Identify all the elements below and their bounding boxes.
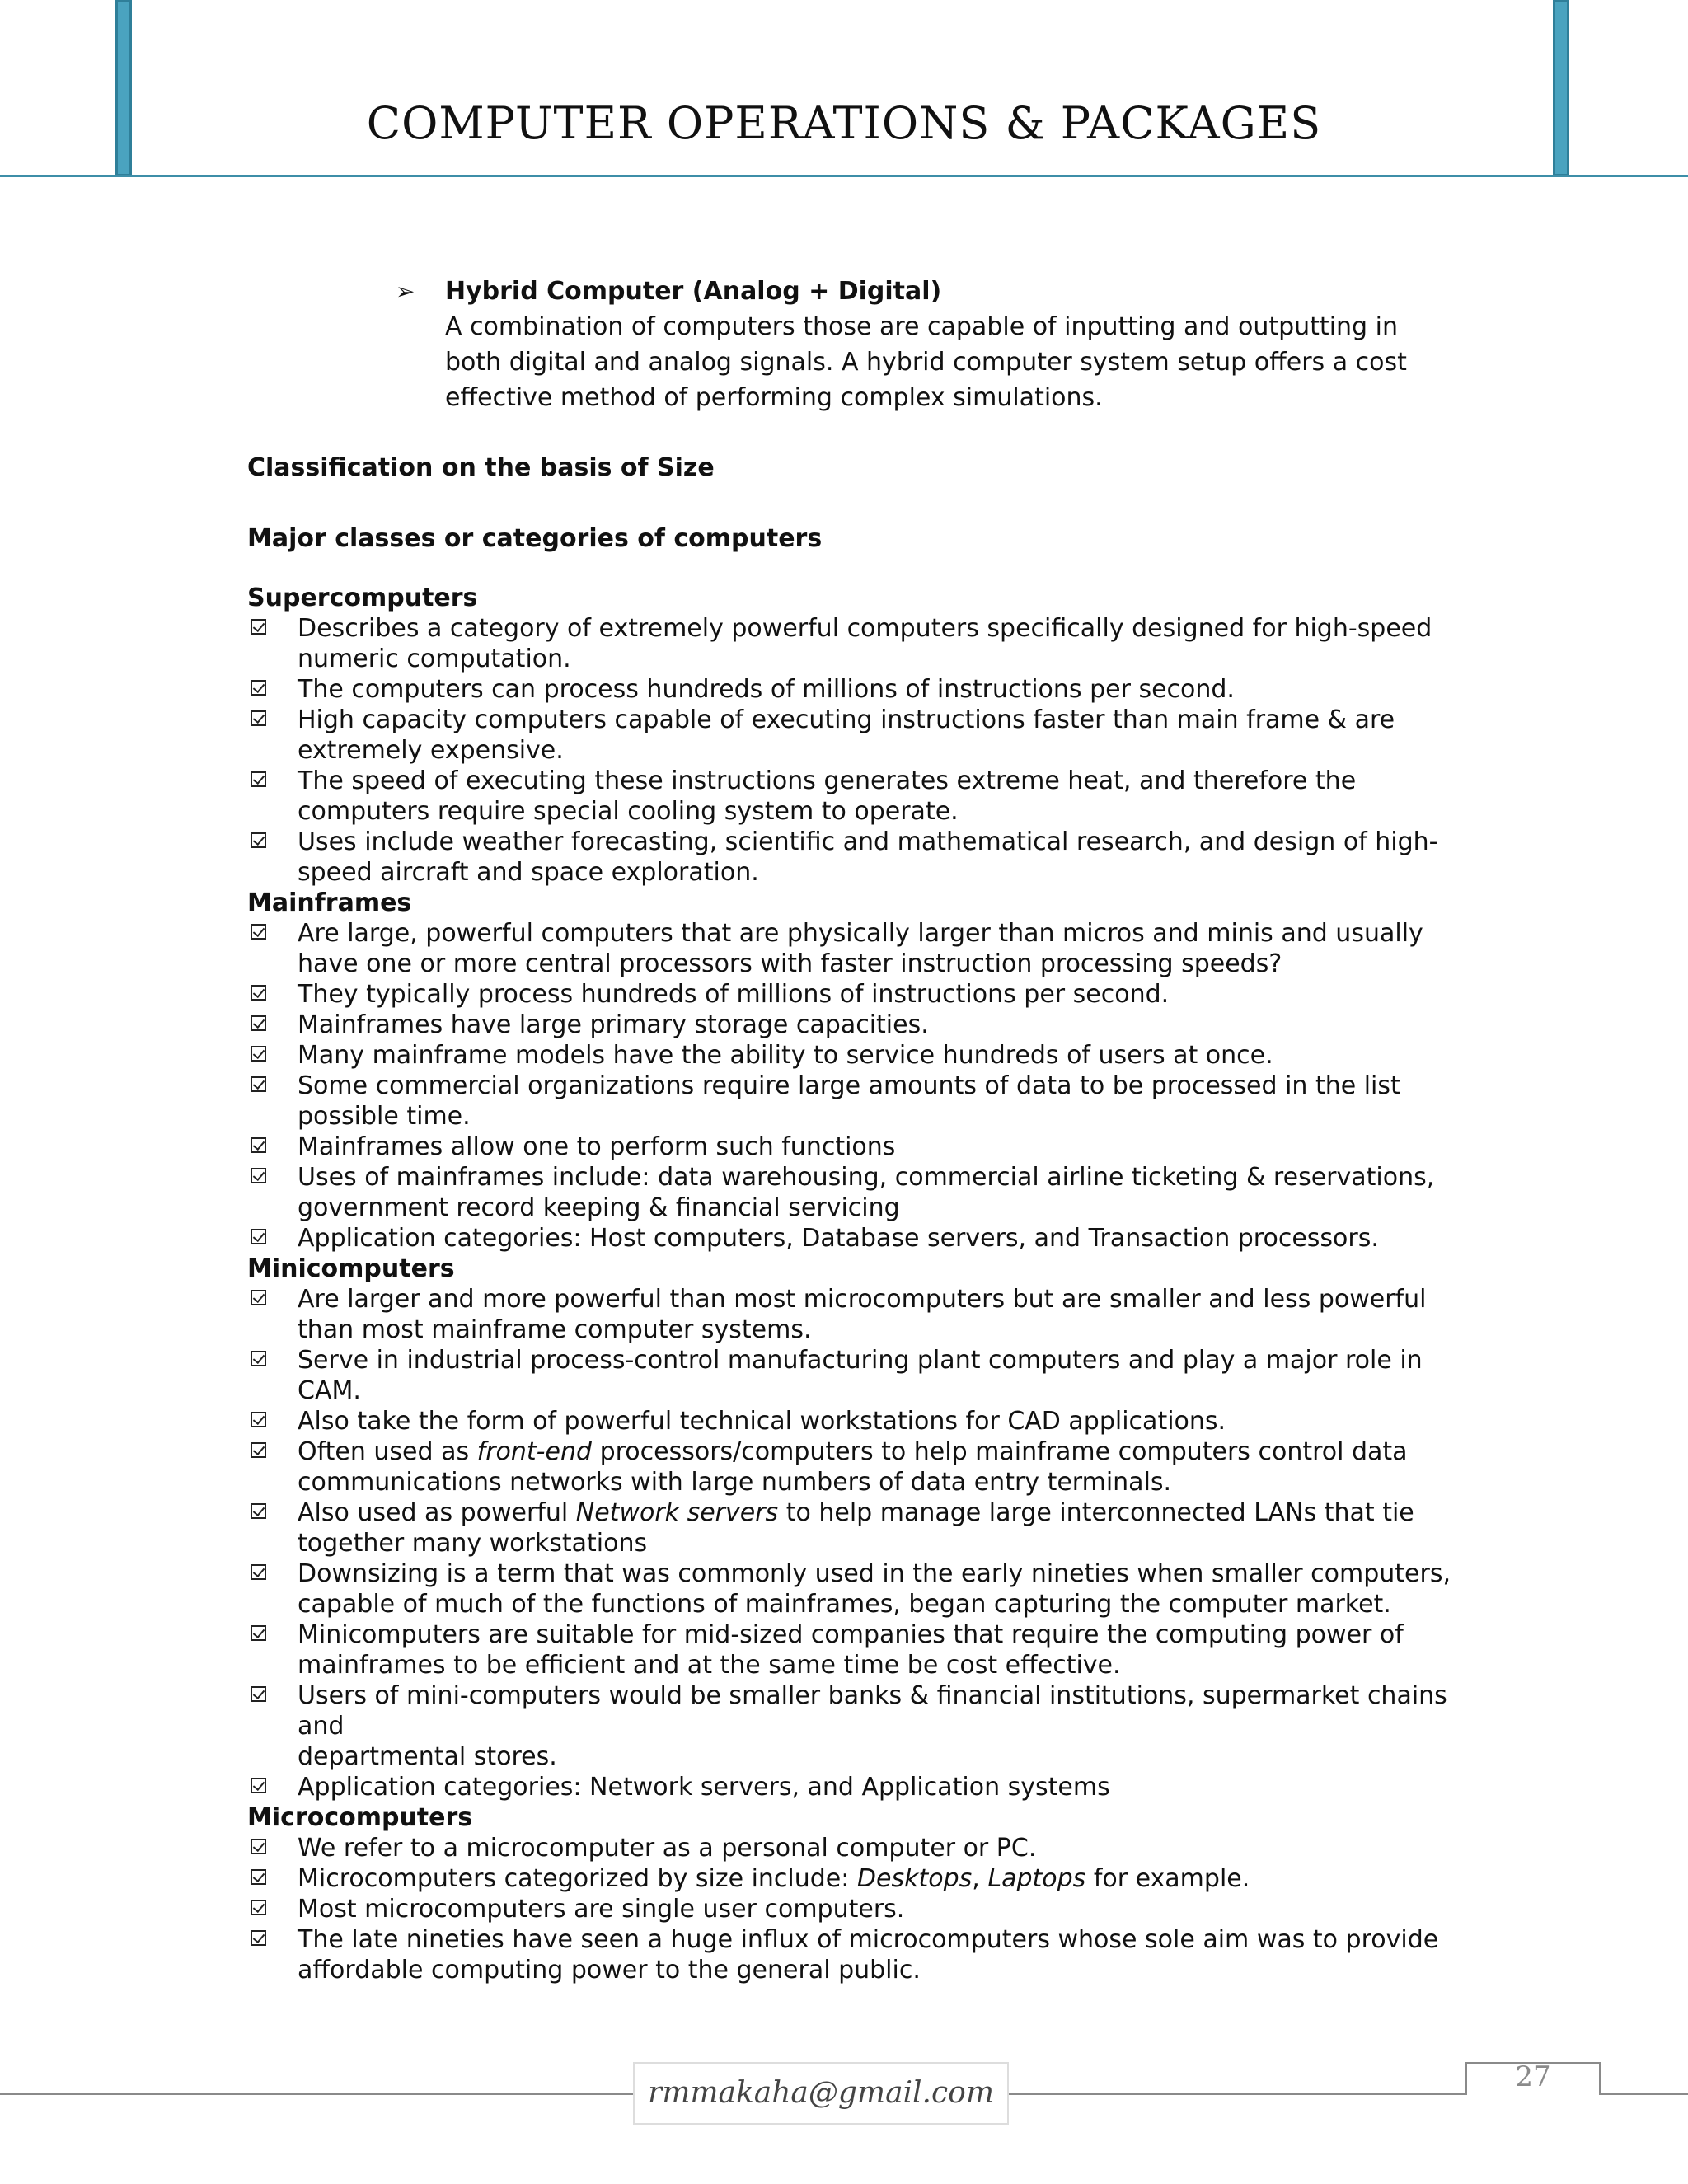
list-item: [247, 1680, 1451, 1772]
list-item: [247, 1223, 1451, 1254]
checkbox-icon: [251, 1046, 266, 1062]
list-item-line: Application categories: Host computers, Database servers, and Transaction processors.: [298, 1224, 1379, 1253]
list-item-line: have one or more central processors with faster instruction processing speeds?: [298, 949, 1282, 978]
list-item-line: The late nineties have seen a huge influx of microcomputers whose sole aim was to provide: [298, 1925, 1439, 1954]
checkbox-icon: [251, 1564, 266, 1580]
list-item-line: Many mainframe models have the ability to service hundreds of users at once.: [298, 1041, 1273, 1070]
checkbox-icon: [251, 619, 266, 635]
hybrid-title: Hybrid Computer (Analog + Digital): [445, 277, 942, 306]
list-item: [247, 1162, 1451, 1223]
checkbox-icon: [251, 1625, 266, 1641]
list-item: [247, 1284, 1451, 1345]
footer-rule-middle: [1009, 2093, 1465, 2095]
list-item: [247, 1406, 1451, 1436]
checkbox-icon: [251, 1686, 266, 1702]
list-item-line: Most microcomputers are single user computers.: [298, 1895, 905, 1924]
checkbox-icon: [251, 1076, 266, 1092]
list-item-line: They typically process hundreds of millions of instructions per second.: [298, 980, 1170, 1009]
list-item-line: Serve in industrial process-control manufacturing plant computers and play a major role in: [298, 1346, 1423, 1375]
list-item: [247, 1894, 1451, 1924]
list-item-line: together many workstations: [298, 1529, 648, 1558]
footer-rule-right: [1601, 2093, 1688, 2095]
list-item: [247, 1040, 1451, 1071]
list-item: [247, 1772, 1451, 1802]
checkbox-icon: [251, 1015, 266, 1031]
list-item-line: communications networks with large numbers of data entry terminals.: [298, 1468, 1172, 1497]
checkbox-icon: [251, 1442, 266, 1458]
hybrid-computer-block: [396, 274, 1434, 415]
list-item-line: capable of much of the functions of mainframes, began capturing the computer market.: [298, 1590, 1391, 1619]
list-item-line: High capacity computers capable of executing instructions faster than main frame & are: [298, 705, 1395, 734]
arrow-bullet-icon: ➢: [396, 278, 415, 305]
list-item: [247, 1436, 1451, 1497]
list-item-line: Microcomputers categorized by size include: Desktops, Laptops for example.: [298, 1864, 1250, 1893]
list-item-line: Minicomputers are suitable for mid-sized companies that require the computing power of: [298, 1620, 1404, 1649]
list-item: [247, 918, 1451, 979]
checkbox-icon: [251, 1839, 266, 1854]
list-item: [247, 827, 1451, 888]
hybrid-line: effective method of performing complex simulations.: [445, 383, 1103, 412]
list-item-line: The speed of executing these instructions generates extreme heat, and therefore the: [298, 766, 1357, 795]
list-item-line: possible time.: [298, 1102, 471, 1131]
list-item: [247, 1619, 1451, 1680]
section-heading: Microcomputers: [247, 1803, 473, 1832]
list-item-line: numeric computation.: [298, 644, 571, 673]
page-header-title: COMPUTER OPERATIONS & PACKAGES: [366, 97, 1322, 149]
list-item-line: Users of mini-computers would be smaller banks & financial institutions, supermarket chains and: [298, 1681, 1447, 1741]
checkbox-icon: [251, 1503, 266, 1519]
checkbox-icon: [251, 1137, 266, 1153]
computer-classes-list: [247, 583, 1451, 1985]
checkbox-icon: [251, 1290, 266, 1305]
list-item-line: Are larger and more powerful than most microcomputers but are smaller and less powerful: [298, 1285, 1427, 1314]
checkbox-icon: [251, 1351, 266, 1366]
checkbox-icon: [251, 710, 266, 726]
checkbox-icon: [251, 1930, 266, 1946]
list-item-line: Some commercial organizations require large amounts of data to be processed in the list: [298, 1071, 1400, 1100]
list-item: [247, 705, 1451, 766]
list-item-line: mainframes to be efficient and at the same time be cost effective.: [298, 1651, 1121, 1680]
list-item: [247, 1071, 1451, 1132]
list-item-line: extremely expensive.: [298, 736, 564, 765]
classification-heading: Classification on the basis of Size: [247, 453, 715, 482]
list-item-line: Describes a category of extremely powerful computers specifically designed for high-speed: [298, 614, 1432, 643]
list-item-line: affordable computing power to the general public.: [298, 1956, 921, 1985]
list-item: [247, 1924, 1451, 1985]
list-item-line: Downsizing is a term that was commonly used in the early nineties when smaller computers,: [298, 1559, 1451, 1588]
list-item-line: speed aircraft and space exploration.: [298, 858, 759, 887]
checkbox-icon: [251, 1412, 266, 1427]
checkbox-icon: [251, 1778, 266, 1793]
page-number: 27: [1465, 2062, 1601, 2095]
checkbox-icon: [251, 1229, 266, 1244]
list-item: [247, 979, 1451, 1010]
section-heading: Minicomputers: [247, 1254, 455, 1283]
list-item-line: government record keeping & financial servicing: [298, 1193, 900, 1222]
footer-rule-left: [0, 2093, 633, 2095]
checkbox-icon: [251, 832, 266, 848]
checkbox-icon: [251, 1168, 266, 1183]
checkbox-icon: [251, 985, 266, 1001]
hybrid-line: A combination of computers those are capable of inputting and outputting in: [445, 312, 1398, 341]
checkbox-icon: [251, 1869, 266, 1885]
section-heading: Supercomputers: [247, 583, 478, 612]
list-item-line: Uses of mainframes include: data warehousing, commercial airline ticketing & reservations,: [298, 1163, 1435, 1192]
list-item-line: Also used as powerful Network servers to help manage large interconnected LANs that tie: [298, 1498, 1414, 1527]
list-item-line: CAM.: [298, 1376, 361, 1405]
list-item: [247, 1132, 1451, 1162]
list-item: [247, 1345, 1451, 1406]
checkbox-icon: [251, 771, 266, 787]
list-item-line: departmental stores.: [298, 1742, 557, 1771]
list-item: [247, 1863, 1451, 1894]
list-item-line: Often used as front-end processors/computers to help mainframe computers control data: [298, 1437, 1408, 1466]
list-item: [247, 1558, 1451, 1619]
list-item: [247, 1497, 1451, 1558]
list-item-line: Also take the form of powerful technical workstations for CAD applications.: [298, 1407, 1226, 1436]
list-item: [247, 674, 1451, 705]
list-item-line: Application categories: Network servers, and Application systems: [298, 1773, 1110, 1802]
hybrid-line: both digital and analog signals. A hybrid computer system setup offers a cost: [445, 348, 1407, 377]
list-item: [247, 613, 1451, 674]
list-item-line: Mainframes have large primary storage capacities.: [298, 1010, 929, 1039]
list-item-line: The computers can process hundreds of millions of instructions per second.: [298, 675, 1235, 704]
checkbox-icon: [251, 924, 266, 940]
list-item-line: Uses include weather forecasting, scientific and mathematical research, and design of high-: [298, 827, 1438, 856]
list-item: [247, 766, 1451, 827]
list-item-line: Mainframes allow one to perform such functions: [298, 1132, 896, 1161]
list-item-line: computers require special cooling system to operate.: [298, 797, 959, 826]
checkbox-icon: [251, 680, 266, 696]
list-item-line: Are large, powerful computers that are physically larger than micros and minis and usually: [298, 919, 1423, 948]
checkbox-icon: [251, 1900, 266, 1915]
list-item: [247, 1010, 1451, 1040]
section-heading: Mainframes: [247, 888, 412, 917]
list-item: [247, 1833, 1451, 1863]
list-item-line: We refer to a microcomputer as a personal computer or PC.: [298, 1834, 1037, 1863]
list-item-line: than most mainframe computer systems.: [298, 1315, 812, 1344]
major-classes-heading: Major classes or categories of computers: [247, 524, 823, 553]
footer-email: rmmakaha@gmail.com: [633, 2062, 1009, 2125]
